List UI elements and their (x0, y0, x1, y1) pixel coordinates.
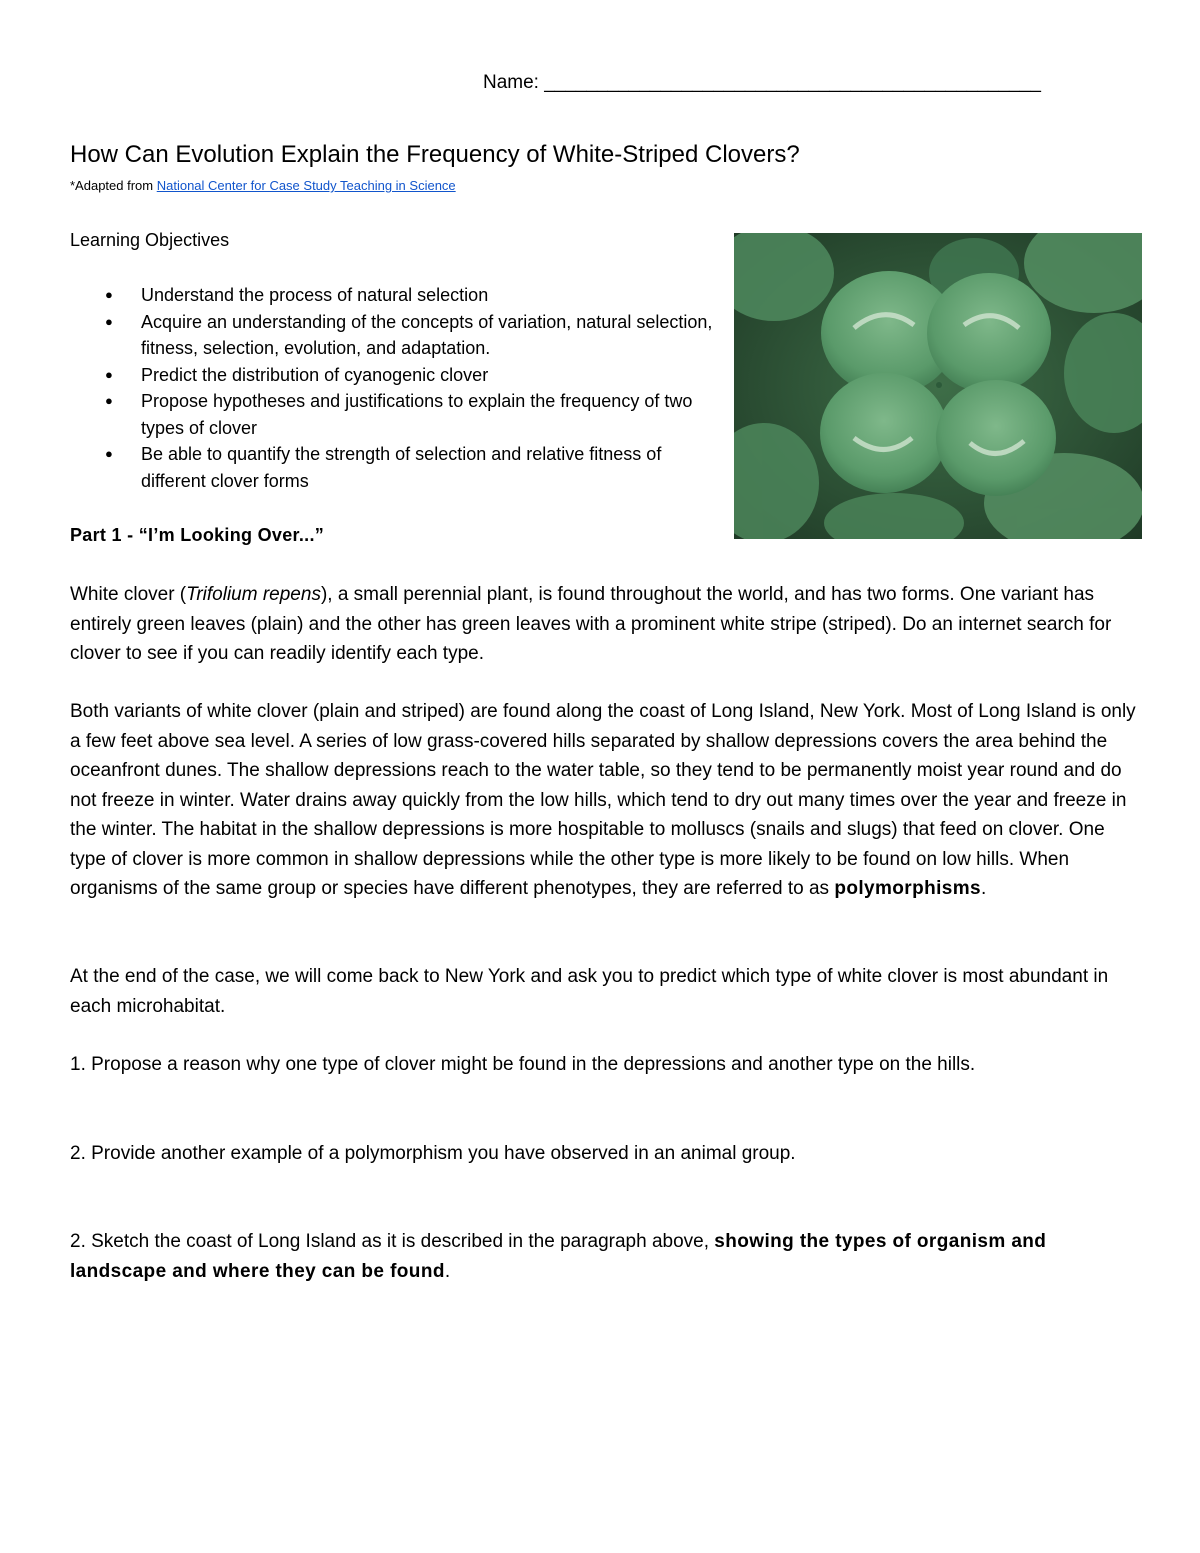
clover-photo (734, 233, 1142, 539)
question-1: 1. Propose a reason why one type of clover might be found in the depressions and another type on the hills. (70, 1054, 976, 1075)
bullet-icon: ● (105, 287, 113, 302)
objective-text: Propose hypotheses and justifications to explain the frequency of two types of clover (141, 391, 693, 438)
question-2: 2. Provide another example of a polymorphism you have observed in an animal group. (70, 1143, 796, 1164)
emphasis-text: showing the types of organism and landscape and where they can be found (70, 1231, 1047, 1282)
text-span: ), a small perennial plant, is found throughout the world, and has two forms. One variant has entirely green leaves (plain) and the other has green leaves with a prominent white stripe (striped). Do an internet search for clover to see if you can readily identify each type. (70, 584, 1112, 664)
text-span: Both variants of white clover (plain and striped) are found along the coast of Long Island, New York. Most of Long Island is only a few feet above sea level. A series of low grass-covered hills separated by shallow depressions covers the area behind the oceanfront dunes. The shallow depressions reach to the water table, so they tend to be permanently moist year round and do not freeze in winter. Water drains away quickly from the low hills, which tend to dry out many times over the year and freeze in the winter. The habitat in the shallow depressions is more hospitable to molluscs (snails and slugs) that feed on clover. One type of clover is more common in shallow depressions while the other type is more likely to be found on low hills. When organisms of the same group or species have different phenotypes, they are referred to as (70, 701, 1136, 899)
paragraph-return: At the end of the case, we will come back to New York and ask you to predict which type of white clover is most abundant in each microhabitat. (70, 966, 1109, 1017)
bullet-icon: ● (105, 313, 113, 329)
text-span: 2. Sketch the coast of Long Island as it is described in the paragraph above, (70, 1231, 715, 1252)
objective-item (105, 388, 720, 441)
bullet-icon: ● (105, 393, 113, 408)
term-polymorphisms: polymorphisms (834, 878, 981, 899)
objective-item (105, 309, 720, 362)
objective-item (105, 282, 720, 309)
bullet-icon: ● (105, 446, 113, 461)
question-3 (70, 1227, 1145, 1286)
paragraph-intro (70, 580, 1145, 669)
bullet-icon: ● (105, 366, 113, 382)
part1-heading: Part 1 - “I’m Looking Over...” (70, 525, 325, 545)
objective-text: Predict the distribution of cyanogenic clover (141, 364, 489, 385)
source-link[interactable]: National Center for Case Study Teaching in Science (156, 178, 456, 193)
attribution-prefix: *Adapted from (70, 178, 157, 193)
objective-item (105, 362, 720, 389)
learning-objectives-list (105, 282, 720, 494)
objective-item (105, 441, 720, 494)
name-field-line: Name: _______________________________________________ (483, 72, 1041, 93)
paragraph-long-island (70, 697, 1145, 904)
document-title: How Can Evolution Explain the Frequency of White-Striped Clovers? (70, 141, 800, 168)
attribution (70, 178, 456, 193)
objective-text: Acquire an understanding of the concepts of variation, natural selection, fitness, selection, evolution, and adaptation. (141, 311, 713, 358)
text-span: White clover ( (70, 584, 187, 605)
text-span: . (444, 1260, 451, 1282)
objective-text: Be able to quantify the strength of selection and relative fitness of different clover forms (141, 444, 662, 491)
objective-text: Understand the process of natural selection (141, 285, 489, 305)
learning-objectives-heading: Learning Objectives (70, 230, 230, 250)
species-name: Trifolium repens (186, 584, 321, 605)
text-span: . (980, 878, 987, 899)
